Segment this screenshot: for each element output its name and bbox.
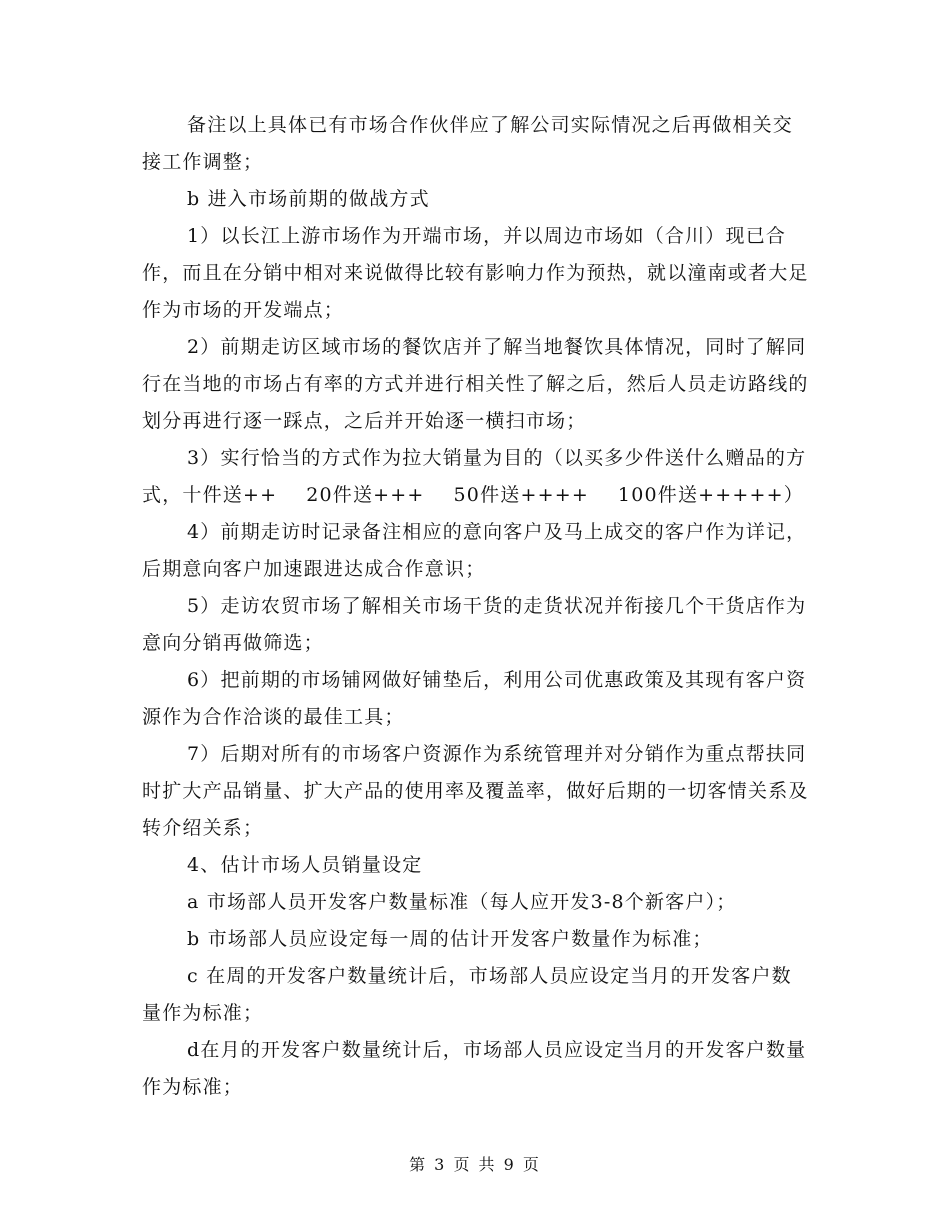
paragraph-item-3: 3）实行恰当的方式作为拉大销量为目的（以买多少件送什么赠品的方式，十件送++ 20件送+++ 50件送++++ 100件送+++++） (142, 447, 807, 506)
section-heading-4: 4、估计市场人员销量设定 (187, 854, 423, 876)
paragraph-item-5: 5）走访农贸市场了解相关市场干货的走货状况并衔接几个干货店作为意向分销再做筛选； (142, 595, 807, 654)
page-number-footer: 第 3 页 共 9 页 (409, 1155, 541, 1174)
paragraph-item-7: 7）后期对所有的市场客户资源作为系统管理并对分销作为重点帮扶同时扩大产品销量、扩大产品的使用率及覆盖率，做好后期的一切客情关系及转介绍关系； (142, 743, 809, 839)
paragraph-heading-b: b 进入市场前期的做战方式 (187, 188, 430, 210)
document-body (142, 107, 810, 1106)
paragraph-item-4: 4）前期走访时记录备注相应的意向客户及马上成交的客户作为详记，后期意向客户加速跟进达成合作意识； (142, 521, 807, 580)
paragraph-item-c: c 在周的开发客户数量统计后，市场部人员应设定当月的开发客户数量作为标准； (142, 965, 792, 1024)
paragraph-item-1: 1）以长江上游市场作为开端市场，并以周边市场如（合川）现已合作，而且在分销中相对来说做得比较有影响力作为预热，就以潼南或者大足作为市场的开发端点； (142, 225, 809, 321)
paragraph-note: 备注以上具体已有市场合作伙伴应了解公司实际情况之后再做相关交接工作调整； (142, 114, 794, 173)
paragraph-item-6: 6）把前期的市场铺网做好铺垫后，利用公司优惠政策及其现有客户资源作为合作洽谈的最佳工具； (142, 669, 807, 728)
paragraph-item-d: d在月的开发客户数量统计后，市场部人员应设定当月的开发客户数量作为标准； (142, 1039, 807, 1098)
paragraph-item-b: b 市场部人员应设定每一周的估计开发客户数量作为标准； (187, 928, 713, 950)
paragraph-item-a: a 市场部人员开发客户数量标准（每人应开发3-8个新客户）； (187, 891, 737, 913)
paragraph-item-2: 2）前期走访区域市场的餐饮店并了解当地餐饮具体情况，同时了解同行在当地的市场占有率的方式并进行相关性了解之后，然后人员走访路线的划分再进行逐一踩点，之后并开始逐一横扫市场； (142, 336, 809, 432)
